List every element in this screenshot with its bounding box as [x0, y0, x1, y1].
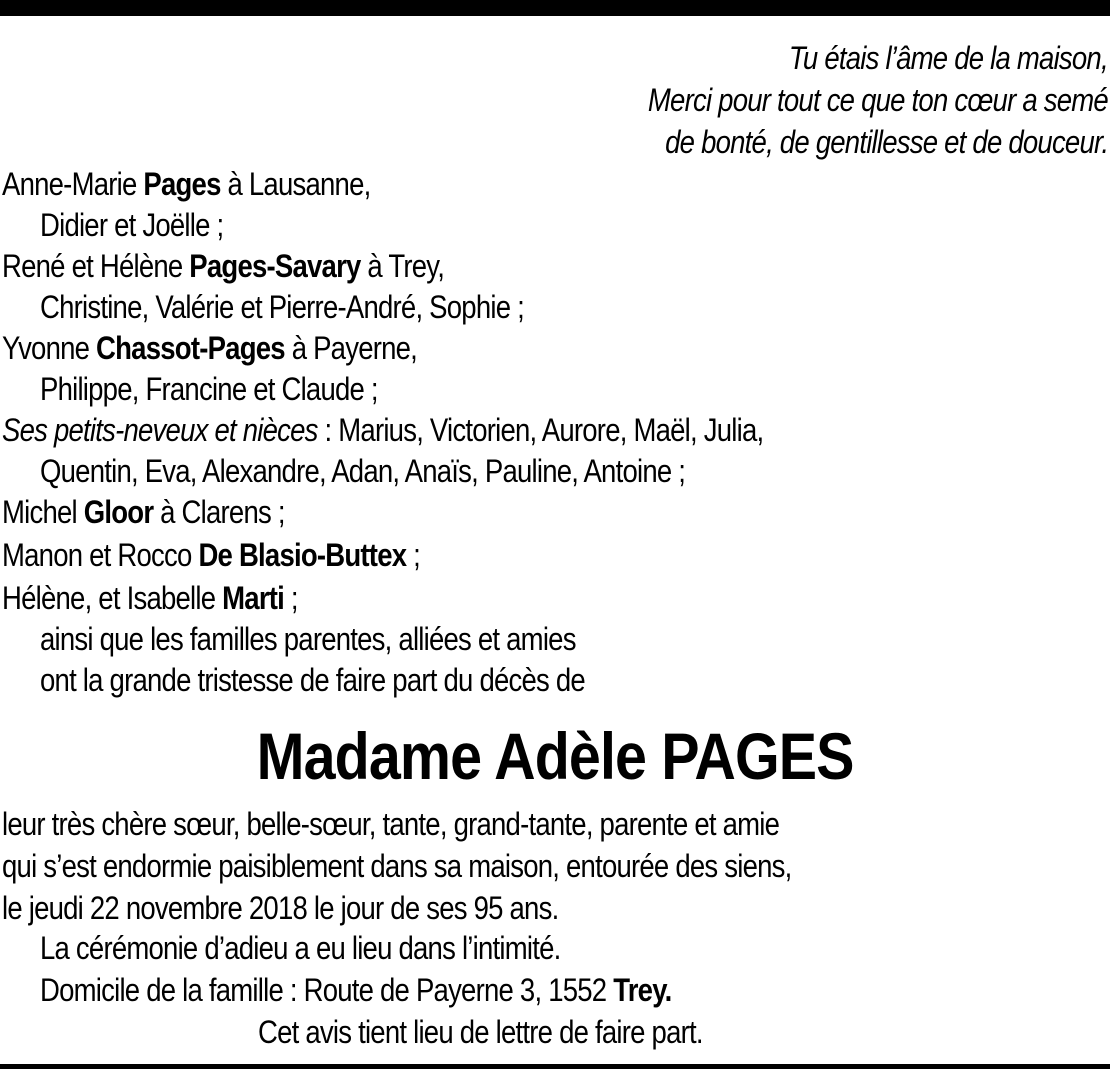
bottom-border — [0, 1064, 1110, 1069]
family-line-6: Philippe, Francine et Claude ; — [40, 371, 378, 407]
body-line-1: leur très chère sœur, belle-sœur, tante, grand-tante, parente et amie — [2, 806, 780, 842]
family-line-2: Didier et Joëlle ; — [40, 207, 224, 243]
surname: Marti — [222, 580, 285, 616]
body-line-2: qui s’est endormie paisiblement dans sa maison, entourée des siens, — [2, 848, 792, 884]
family-line-9: Michel Gloor à Clarens ; — [2, 494, 285, 530]
family-line-7: Ses petits-neveux et nièces : Marius, Victorien, Aurore, Maël, Julia, — [2, 412, 764, 448]
surname: De Blasio-Buttex — [198, 537, 407, 573]
family-line-13: ont la grande tristesse de faire part du décès de — [40, 662, 585, 698]
surname: Pages — [143, 166, 221, 202]
poem-line-2: Merci pour tout ce que ton cœur a semé — [647, 82, 1108, 118]
town: Trey. — [613, 972, 672, 1008]
family-line-3: René et Hélène Pages-Savary à Trey, — [2, 248, 445, 284]
body-line-5: Domicile de la famille : Route de Payerne 3, 1552 Trey. — [40, 972, 672, 1008]
body-line-3: le jeudi 22 novembre 2018 le jour de ses 95 ans. — [2, 890, 559, 926]
family-line-10: Manon et Rocco De Blasio-Buttex ; — [2, 537, 421, 573]
family-line-5: Yvonne Chassot-Pages à Payerne, — [2, 330, 418, 366]
surname: Gloor — [83, 494, 154, 530]
poem-line-1: Tu étais l’âme de la maison, — [789, 40, 1108, 76]
top-border — [0, 0, 1110, 16]
deceased-name: Madame Adèle PAGES — [256, 719, 854, 793]
family-line-4: Christine, Valérie et Pierre-André, Sophie ; — [40, 289, 524, 325]
body-line-4: La cérémonie d’adieu a eu lieu dans l’intimité. — [40, 930, 561, 966]
family-line-11: Hélène, et Isabelle Marti ; — [2, 580, 298, 616]
family-line-1: Anne-Marie Pages à Lausanne, — [2, 166, 371, 202]
italic-group-label: Ses petits-neveux et nièces — [2, 412, 318, 448]
surname: Chassot-Pages — [96, 330, 285, 366]
poem-line-3: de bonté, de gentillesse et de douceur. — [664, 124, 1108, 160]
surname: Pages-Savary — [189, 248, 361, 284]
body-line-6: Cet avis tient lieu de lettre de faire part. — [258, 1014, 703, 1050]
family-line-12: ainsi que les familles parentes, alliées et amies — [40, 621, 576, 657]
family-line-8: Quentin, Eva, Alexandre, Adan, Anaïs, Pauline, Antoine ; — [40, 453, 686, 489]
